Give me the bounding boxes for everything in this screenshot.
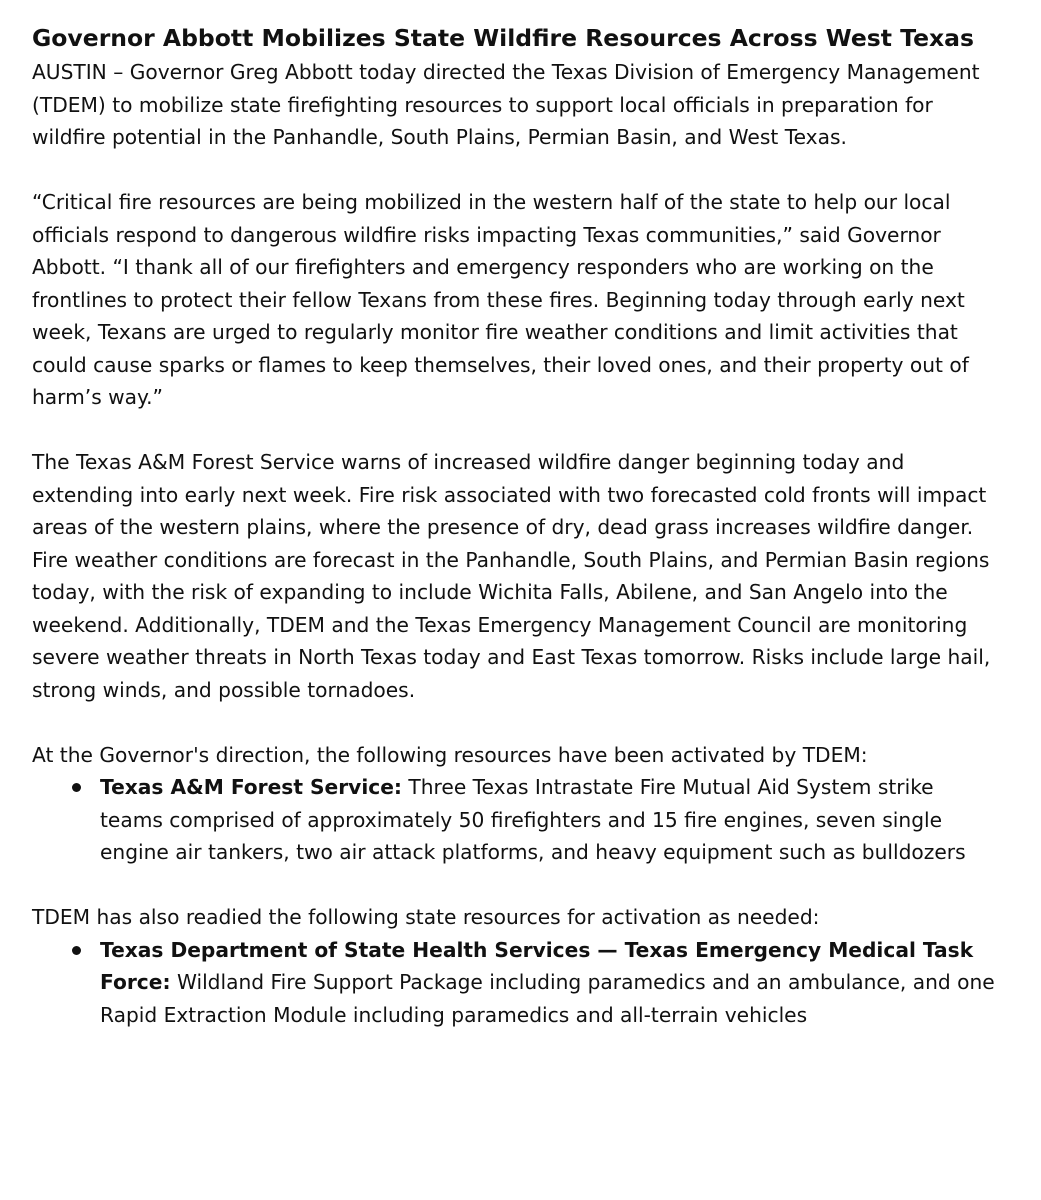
paragraph-gap	[32, 154, 1002, 187]
paragraph-gap	[32, 869, 1002, 902]
paragraph-gap	[32, 414, 1002, 447]
bullet-icon	[72, 783, 81, 792]
intro-paragraph: AUSTIN – Governor Greg Abbott today directed the Texas Division of Emergency Management (TDEM) to mobilize state firefighting resources to support local officials in preparation for wildfire potential in the Panhandle, South Plains, Permian Basin, and West Texas.	[32, 60, 980, 149]
resource-label: Texas A&M Forest Service:	[100, 775, 402, 799]
resource-label: Texas Department of State Health Services — Texas Emergency Medical Task Force:	[100, 937, 974, 994]
readied-resources-list	[32, 934, 1002, 1032]
governor-quote-paragraph: “Critical fire resources are being mobilized in the western half of the state to help our local officials respond to dangerous wildfire risks impacting Texas communities,” said Governor Abbott. “I thank all of our firefighters and emergency responders who are working on the frontlines to protect their fellow Texans from these fires. Beginning today through early next week, Texans are urged to regularly monitor fire weather conditions and limit activities that could cause sparks or flames to keep themselves, their loved ones, and their property out of harm’s way.”	[32, 190, 969, 409]
list-item	[100, 934, 1002, 1032]
resource-description: Three Texas Intrastate Fire Mutual Aid System strike teams comprised of approximately 50 firefighters and 15 fire engines, seven single engine air tankers, two air attack platforms, and heavy equipment such as bulldozers	[100, 775, 966, 864]
resource-description: Wildland Fire Support Package including paramedics and an ambulance, and one Rapid Extraction Module including paramedics and all-terrain vehicles	[100, 970, 995, 1027]
activated-resources-intro: At the Governor's direction, the following resources have been activated by TDEM:	[32, 742, 868, 767]
activated-resources-list	[32, 771, 1002, 869]
bullet-icon	[72, 946, 81, 955]
list-item	[100, 771, 1002, 869]
press-release-title: Governor Abbott Mobilizes State Wildfire Resources Across West Texas	[32, 24, 975, 52]
readied-resources-intro: TDEM has also readied the following state resources for activation as needed:	[32, 905, 820, 929]
paragraph-gap	[32, 706, 1002, 739]
forest-service-warning-paragraph: The Texas A&M Forest Service warns of increased wildfire danger beginning today and extending into early next week. Fire risk associated with two forecasted cold fronts will impact areas of the western plains, where the presence of dry, dead grass increases wildfire danger. Fire weather conditions are forecast in the Panhandle, South Plains, and Permian Basin regions today, with the risk of expanding to include Wichita Falls, Abilene, and San Angelo into the weekend. Additionally, TDEM and the Texas Emergency Management Council are monitoring severe weather threats in North Texas today and East Texas tomorrow. Risks include large hail, strong winds, and possible tornadoes.	[32, 450, 991, 702]
